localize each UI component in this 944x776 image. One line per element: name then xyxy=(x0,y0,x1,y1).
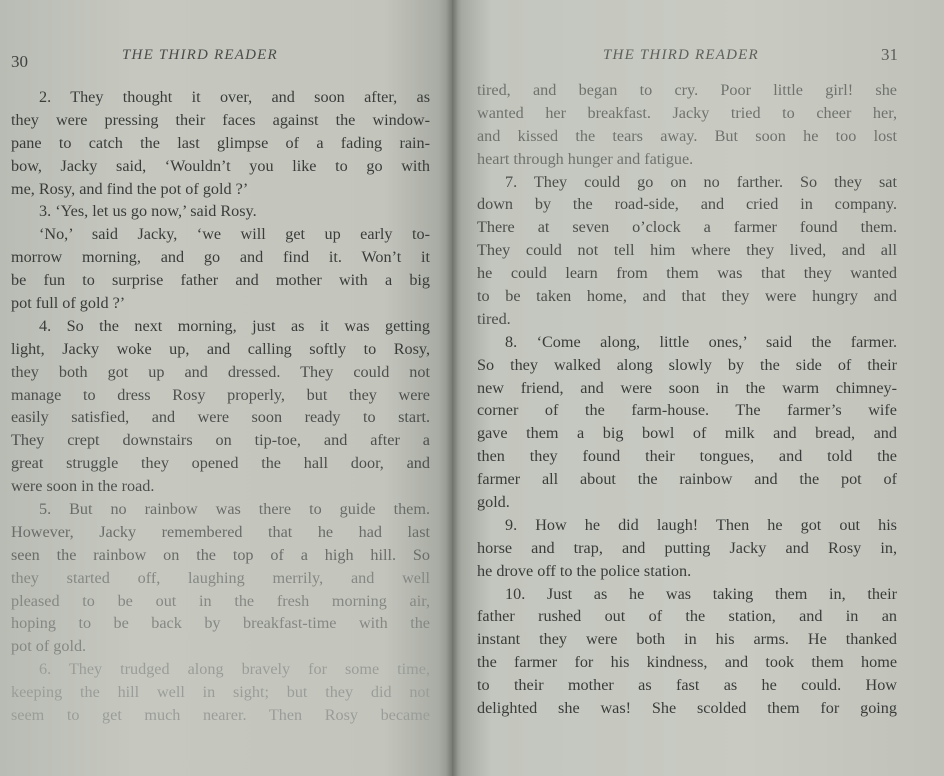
text-line: delighted she was! She scolded them for going xyxy=(477,699,897,718)
text-line: were soon in the road. xyxy=(11,477,155,496)
text-line: light, Jacky woke up, and calling softly to Rosy, xyxy=(11,339,430,358)
text-line: easily satisfied, and were soon ready to start. xyxy=(11,408,430,427)
text-line: 9. How he did laugh! Then he got out his xyxy=(505,515,897,534)
text-line: So they walked along slowly by the side of their xyxy=(477,355,897,374)
text-line: he drove off to the police station. xyxy=(477,561,692,580)
right-page xyxy=(452,0,944,776)
text-line: They crept downstairs on tip-toe, and after a xyxy=(11,431,430,450)
left-page-text xyxy=(11,86,430,727)
text-line: seem to get much nearer. Then Rosy became xyxy=(11,706,430,725)
text-line: and kissed the tears away. But soon he too lost xyxy=(477,126,897,145)
text-line: great struggle they opened the hall door, and xyxy=(11,454,430,473)
text-line: gold. xyxy=(477,493,510,512)
text-line: new friend, and were soon in the warm chimney- xyxy=(477,378,897,397)
text-line: to their mother as fast as he could. How xyxy=(477,676,897,695)
text-line: gave them a big bowl of milk and bread, and xyxy=(477,424,897,443)
text-line: morrow morning, and go and find it. Won’t it xyxy=(11,248,430,267)
text-line: pot full of gold ?’ xyxy=(11,294,126,313)
text-line: pleased to be out in the fresh morning air, xyxy=(11,591,430,610)
text-line: 4. So the next morning, just as it was getting xyxy=(39,316,430,335)
text-line: corner of the farm-house. The farmer’s wife xyxy=(477,401,897,420)
text-line: horse and trap, and putting Jacky and Rosy in, xyxy=(477,538,897,557)
text-line: tired. xyxy=(477,309,511,328)
text-line: 3. ‘Yes, let us go now,’ said Rosy. xyxy=(39,202,257,221)
text-line: instant they were both in his arms. He thanked xyxy=(477,630,897,649)
right-running-head: THE THIRD READER xyxy=(603,47,759,63)
text-line: pane to catch the last glimpse of a fading rain- xyxy=(11,133,430,152)
text-line: down by the road-side, and cried in company. xyxy=(477,195,897,214)
text-line: hoping to be back by breakfast-time with the xyxy=(11,614,430,633)
text-line: 7. They could go on no farther. So they sat xyxy=(505,172,897,191)
text-line: However, Jacky remembered that he had last xyxy=(11,522,430,541)
text-line: keeping the hill well in sight; but they did not xyxy=(11,683,430,702)
text-line: they started off, laughing merrily, and well xyxy=(11,568,430,587)
text-line: farmer all about the rainbow and the pot of xyxy=(477,470,897,489)
text-line: ‘No,’ said Jacky, ‘we will get up early to- xyxy=(39,225,430,244)
text-line: 8. ‘Come along, little ones,’ said the farmer. xyxy=(505,332,897,351)
text-line: me, Rosy, and find the pot of gold ?’ xyxy=(11,179,249,198)
text-line: wanted her breakfast. Jacky tried to cheer her, xyxy=(477,103,897,122)
text-line: bow, Jacky said, ‘Wouldn’t you like to go with xyxy=(11,156,430,175)
text-line: 10. Just as he was taking them in, their xyxy=(505,584,897,603)
text-line: tired, and began to cry. Poor little girl! she xyxy=(477,81,897,99)
right-page-number: 31 xyxy=(881,45,898,64)
text-line: heart through hunger and fatigue. xyxy=(477,149,694,168)
text-line: They could not tell him where they lived, and all xyxy=(477,241,897,260)
text-line: they were pressing their faces against the window- xyxy=(11,110,430,129)
text-line: 5. But no rainbow was there to guide them. xyxy=(39,500,430,519)
text-line: to be taken home, and that they were hungry and xyxy=(477,287,897,306)
text-line: There at seven o’clock a farmer found them. xyxy=(477,218,897,237)
text-line: manage to dress Rosy properly, but they were xyxy=(11,385,430,404)
text-line: they both got up and dressed. They could not xyxy=(11,362,430,381)
text-line: be fun to surprise father and mother with a big xyxy=(11,271,430,290)
text-line: seen the rainbow on the top of a high hill. So xyxy=(11,545,430,564)
text-line: he could learn from them was that they wanted xyxy=(477,264,897,283)
left-running-head: THE THIRD READER xyxy=(122,47,278,63)
right-page-text xyxy=(477,79,897,720)
text-line: the farmer for his kindness, and took them home xyxy=(477,653,897,672)
text-line: then they found their tongues, and told the xyxy=(477,447,897,466)
text-line: pot of gold. xyxy=(11,637,87,656)
text-line: 2. They thought it over, and soon after, as xyxy=(39,88,430,106)
text-line: 6. They trudged along bravely for some time, xyxy=(39,660,430,679)
left-page xyxy=(0,0,452,776)
text-line: father rushed out of the station, and in an xyxy=(477,607,897,626)
left-page-number: 30 xyxy=(11,52,28,71)
